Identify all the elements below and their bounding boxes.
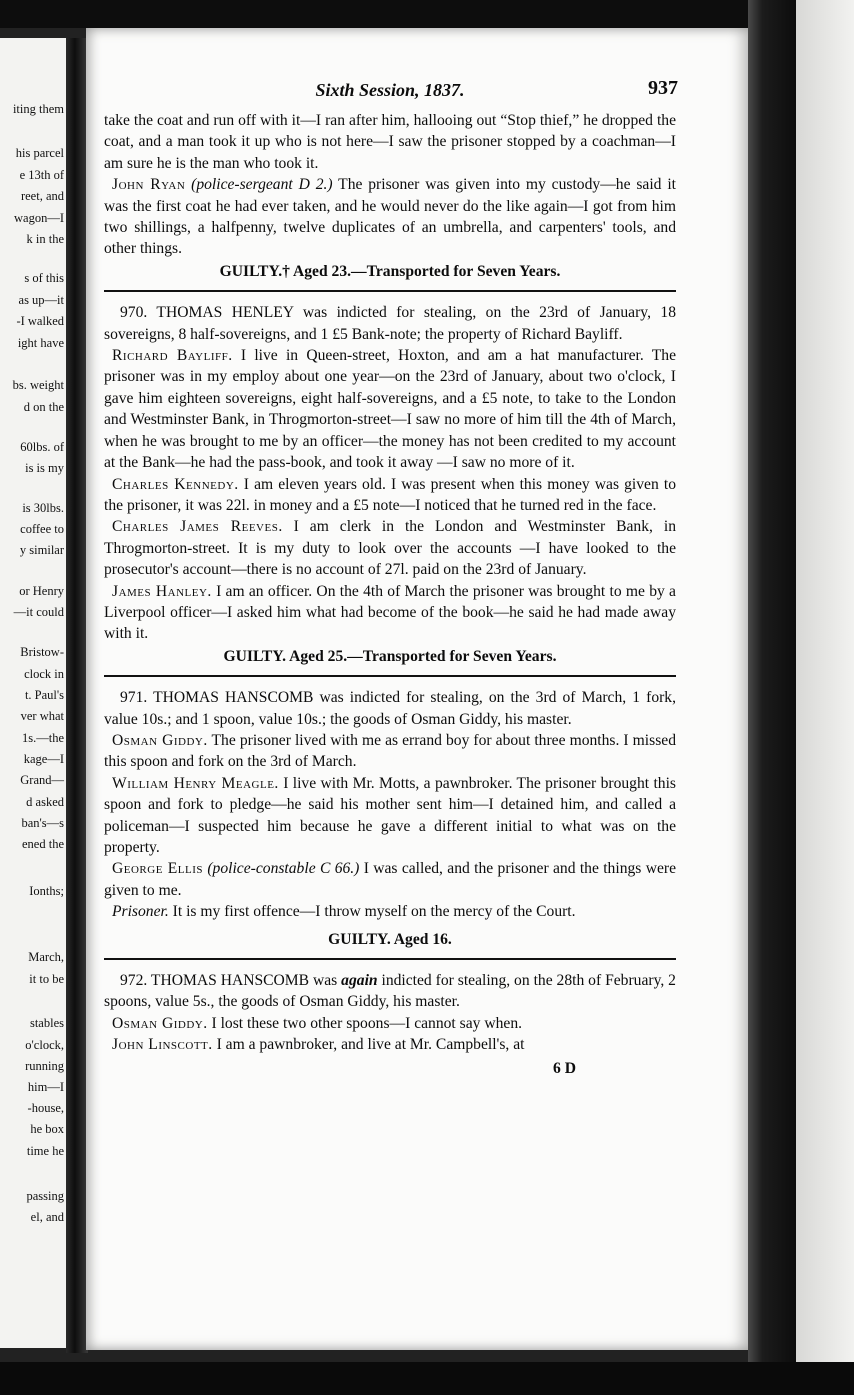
witness-testimony: The prisoner lived with me as errand boy for about three months. I missed this spoon and fork on the 3rd of March. [104, 731, 676, 771]
book-gutter [66, 38, 88, 1353]
facing-page-line: reet, and [20, 189, 64, 203]
page-edge-shadow [748, 0, 796, 1362]
case-divider [104, 958, 676, 960]
case-charge-a: was [309, 972, 342, 990]
witness-statement [104, 1034, 676, 1055]
facing-page-line: -house, [27, 1101, 64, 1115]
witness-statement [104, 1013, 676, 1034]
facing-page-line: k in the [26, 232, 64, 246]
case-972-indictment [104, 970, 676, 1013]
witness-name: James Hanley. [112, 582, 212, 600]
case-divider [104, 290, 676, 292]
witness-testimony: I am a pawnbroker, and live at Mr. Campbell's, at [212, 1036, 525, 1054]
witness-name: George Ellis [112, 860, 204, 878]
facing-page-line: running [25, 1059, 64, 1073]
facing-page-line: 60lbs. of [20, 440, 64, 454]
prisoner-statement [104, 901, 676, 922]
facing-page-line: o'clock, [25, 1038, 64, 1052]
facing-page-line: ver what [20, 709, 64, 723]
witness-statement [104, 730, 676, 773]
prisoner-text: It is my first offence—I throw myself on the mercy of the Court. [168, 903, 576, 921]
case-971-indictment [104, 687, 676, 730]
prisoner-label: Prisoner. [112, 903, 169, 921]
witness-testimony: I was called, and the prisoner and the things were given to me. [104, 860, 676, 899]
witness-name: Osman Giddy. [112, 731, 208, 749]
facing-page-line: iting them [12, 102, 64, 116]
facing-page-line: his parcel [15, 146, 64, 160]
facing-page-line: he box [30, 1122, 64, 1136]
verdict-969: GUILTY.† Aged 23.—Transported for Seven Years. [219, 262, 561, 280]
witness-testimony: I live in Queen-street, Hoxton, and am a hat manufacturer. The prisoner was in my employ about one year—on the 23rd of January, about two o'clock, I gave him eighteen sovereigns, eight half-sovereigns, and a £5 note, to take to the London and Westminster Bank, in Throgmorton-street—I saw no more of him till the 4th of March, when he was brought to me by an officer—the money has not been credited to my account at the Bank—he had the pass-book, and took it away —I saw no more of it. [104, 347, 676, 472]
case-970-indictment [104, 302, 676, 345]
case-charge: was indicted for stealing, on the 3rd of March, 1 fork, value 10s.; and 1 spoon, value 10s.; the goods of Osman Giddy, his master. [104, 689, 677, 728]
facing-page-line: passing [26, 1189, 64, 1203]
facing-page-line: —it could [13, 605, 64, 619]
facing-page-line: it to be [29, 972, 64, 986]
facing-page-line: is is my [25, 461, 64, 475]
witness-name: Richard Bayliff. [112, 347, 233, 365]
facing-page-line: Ionths; [29, 884, 64, 898]
facing-page-line: ight have [17, 336, 64, 350]
signature-mark: 6 D [553, 1059, 576, 1077]
facing-page [0, 38, 66, 1348]
witness-statement [104, 581, 676, 645]
witness-testimony: I am an officer. On the 4th of March the prisoner was brought to me by a Liverpool officer—I asked him what had become of the book—he said he had made away with it. [104, 582, 676, 643]
facing-page-line: ened the [22, 837, 64, 851]
session-title: Sixth Session, 1837. [315, 80, 465, 100]
witness-name: John Linscott. [112, 1036, 213, 1054]
witness-statement [104, 516, 676, 580]
case-971-witnesses [104, 730, 676, 901]
facing-page-line: him—I [27, 1080, 64, 1094]
case-charge-b: indicted for stealing, on the 28th of February, 2 spoons, value 5s., the goods of Osman Giddy, his master. [104, 972, 676, 1011]
facing-page-line: bs. weight [12, 378, 64, 392]
witness-ryan [104, 174, 676, 260]
case-970-witnesses [104, 345, 676, 645]
scan-right-margin [796, 0, 854, 1395]
facing-page-line: 1s.—the [21, 731, 64, 745]
facing-page-line: e 13th of [19, 168, 64, 182]
case-lead: 970. THOMAS HENLEY [120, 304, 294, 322]
witness-testimony: I am eleven years old. I was present when this money was given to the prisoner, it was 22l. in money and a £5 note—I noticed that he turned red in the face. [104, 475, 676, 514]
case-charge: was indicted for stealing, on the 23rd of January, 18 sovereigns, 8 half-sovereigns, and 1 £5 Bank-note; the property of Richard Bayliff. [104, 304, 676, 343]
witness-name: William Henry Meagle. [112, 774, 279, 792]
facing-page-line: clock in [24, 667, 64, 681]
page-number: 937 [648, 77, 678, 99]
page-text [104, 77, 678, 1079]
facing-page-line: or Henry [19, 584, 64, 598]
facing-page-line: March, [28, 950, 64, 964]
facing-page-line: as up—it [18, 293, 64, 307]
facing-page-line: t. Paul's [24, 688, 64, 702]
running-head [104, 77, 678, 110]
facing-page-line: Grand— [20, 773, 64, 787]
witness-name: John Ryan [112, 176, 186, 194]
facing-page-line: d asked [26, 795, 64, 809]
case-lead: 971. THOMAS HANSCOMB [120, 689, 314, 707]
witness-role: (police-sergeant D 2.) [191, 176, 333, 194]
case-lead: 972. THOMAS HANSCOMB [120, 972, 310, 990]
witness-testimony: The prisoner was given into my custody—he said it was the first coat he had ever taken, and he would never do the like again—I got from him two shillings, a halfpenny, twelve duplicates of an umbrella, and carpenters' tools, and other things. [104, 176, 676, 258]
case-divider [104, 675, 676, 677]
continued-testimony: take the coat and run off with it—I ran after him, hallooing out “Stop thief,” he dropped the coat, and a man took it up who is not here—I saw the prisoner stopped by a coachman—I am sure he is the man who took it. [104, 112, 676, 172]
witness-name: Charles Kennedy. [112, 475, 239, 493]
witness-testimony: I lost these two other spoons—I cannot say when. [207, 1014, 523, 1032]
case-again: again [341, 972, 378, 990]
facing-page-line: el, and [30, 1210, 64, 1224]
witness-testimony: I am clerk in the London and Westminster Bank, in Throgmorton-street. It is my duty to look over the accounts —I have looked to the prosecutor's account—there is no account of 27l. paid on the 23rd of January. [104, 518, 676, 579]
verdict-970: GUILTY. Aged 25.—Transported for Seven Years. [223, 647, 557, 665]
witness-testimony: I live with Mr. Motts, a pawnbroker. The prisoner brought this spoon and fork to pledge—he said his mother sent him—I detained him, and called a policeman—I suspected him because he gave a different initial to what was on the property. [104, 774, 676, 856]
facing-page-line: ban's—s [21, 816, 64, 830]
facing-page-line: Bristow- [20, 645, 64, 659]
witness-statement [104, 474, 676, 517]
witness-name: Osman Giddy. [112, 1014, 208, 1032]
witness-name: Charles James Reeves. [112, 518, 283, 536]
facing-page-line: stables [29, 1016, 64, 1030]
facing-page-line: y similar [19, 543, 64, 557]
verdict-971: GUILTY. Aged 16. [328, 930, 452, 948]
facing-page-line: coffee to [20, 522, 64, 536]
facing-page-line: kage—I [23, 752, 64, 766]
facing-page-line: is 30lbs. [22, 501, 64, 515]
witness-statement [104, 773, 676, 859]
facing-page-line: wagon—I [14, 211, 64, 225]
case-972-witnesses [104, 1013, 676, 1056]
facing-page-line: -I walked [16, 314, 64, 328]
witness-statement [104, 858, 676, 901]
scan-top-border [0, 0, 854, 28]
witness-statement [104, 345, 676, 473]
witness-role: (police-constable C 66.) [207, 860, 360, 878]
scan-bottom-border [0, 1362, 854, 1395]
facing-page-line: s of this [24, 271, 64, 285]
facing-page-line: time he [26, 1144, 64, 1158]
facing-page-line: d on the [23, 400, 64, 414]
